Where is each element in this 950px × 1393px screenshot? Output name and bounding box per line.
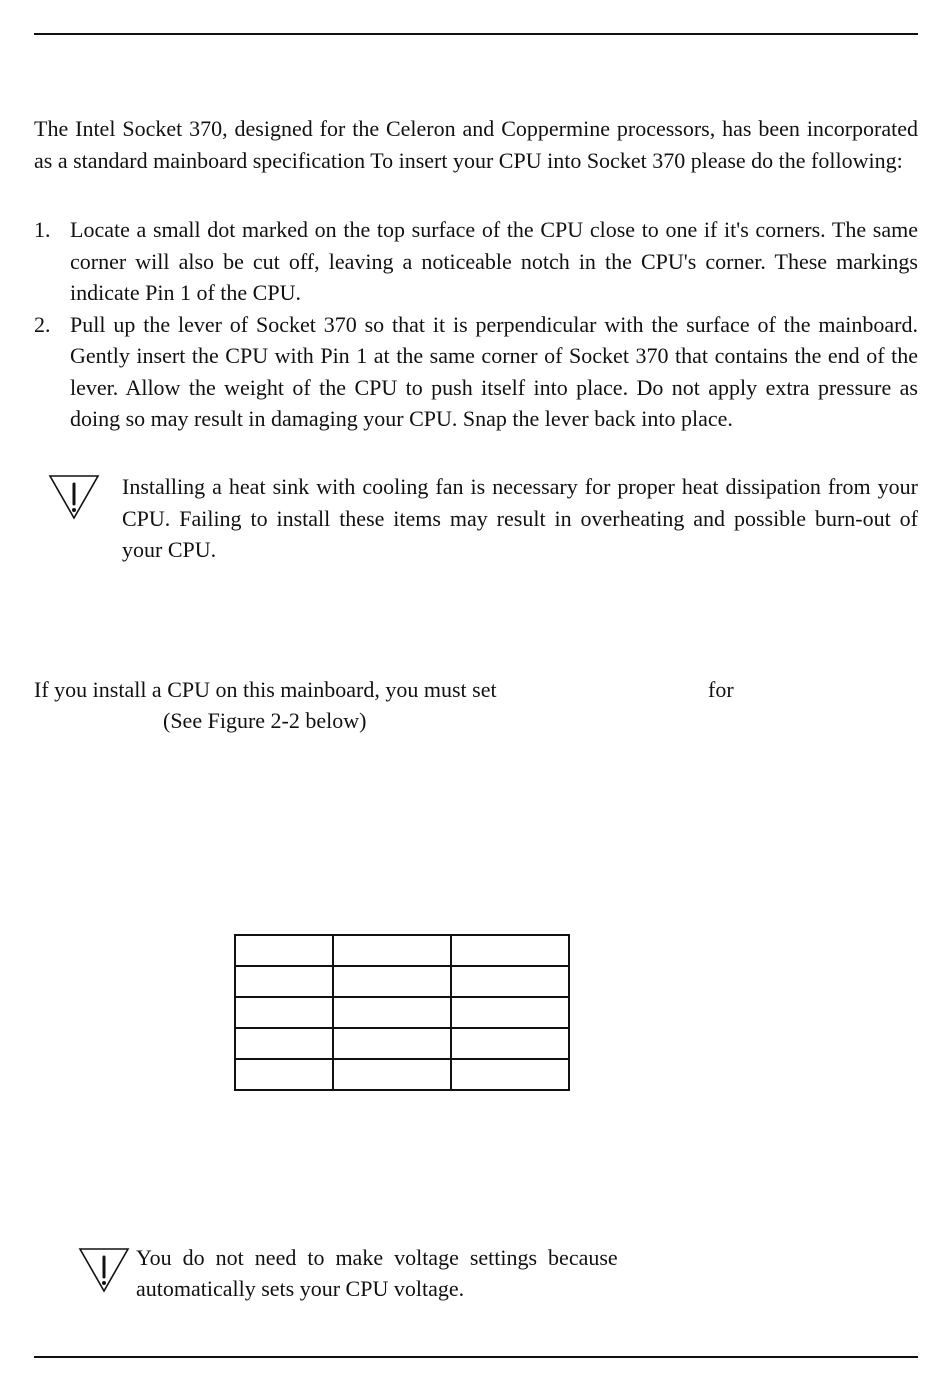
heat-sink-note: Installing a heat sink with cooling fan is necessary for proper heat dissipation from your CPU. Failing to install these items may result in overheating and possible burn-out of your CPU. bbox=[122, 474, 918, 562]
settings-table bbox=[234, 934, 570, 1091]
table-cell bbox=[235, 1059, 333, 1090]
step-text: Locate a small dot marked on the top surface of the CPU close to one if it's corners. The same corner will also be cut off, leaving a noticeable notch in the CPU's corner. These markings indicate Pin 1 of the CPU. bbox=[70, 217, 918, 305]
table-cell bbox=[235, 997, 333, 1028]
step-text: Pull up the lever of Socket 370 so that it is perpendicular with the surface of the mainboard. Gently insert the CPU with Pin 1 at the same corner of Socket 370 that contains the end of the lever. Allow the weight of the CPU to push itself into place. Do not apply extra pressure as doing so may result in damaging your CPU. Snap the lever back into place. bbox=[70, 311, 918, 431]
table-cell bbox=[235, 1028, 333, 1059]
table-row bbox=[235, 935, 569, 966]
table-cell bbox=[333, 997, 451, 1028]
table-cell bbox=[235, 935, 333, 966]
bottom-rule bbox=[34, 1356, 918, 1358]
table-cell bbox=[451, 966, 569, 997]
table-row bbox=[235, 1028, 569, 1059]
table-cell bbox=[451, 997, 569, 1028]
voltage-note-line-2: automatically sets your CPU voltage. bbox=[136, 1276, 465, 1301]
table-row bbox=[235, 1059, 569, 1090]
step-item bbox=[34, 309, 918, 435]
table-cell bbox=[333, 1059, 451, 1090]
cpu-setting-text-2: for bbox=[708, 677, 734, 702]
step-number: 1. bbox=[34, 217, 51, 242]
step-item bbox=[34, 214, 918, 309]
table-cell bbox=[451, 935, 569, 966]
top-rule bbox=[34, 33, 918, 35]
voltage-note-line-1: You do not need to make voltage settings because bbox=[136, 1245, 618, 1270]
warning-triangle-icon bbox=[78, 1247, 130, 1293]
step-number: 2. bbox=[34, 311, 51, 337]
install-steps bbox=[34, 214, 918, 435]
table-row bbox=[235, 966, 569, 997]
table-cell bbox=[333, 1028, 451, 1059]
table-cell bbox=[333, 966, 451, 997]
table-cell bbox=[333, 935, 451, 966]
table-row bbox=[235, 997, 569, 1028]
cpu-setting-text-1: If you install a CPU on this mainboard, you must set bbox=[34, 677, 497, 702]
figure-reference: (See Figure 2-2 below) bbox=[163, 708, 367, 733]
intro-paragraph: The Intel Socket 370, designed for the Celeron and Coppermine processors, has been incorporated as a standard mainboard specification To insert your CPU into Socket 370 please do the following: bbox=[34, 116, 918, 173]
warning-triangle-icon bbox=[48, 474, 100, 520]
table-cell bbox=[451, 1028, 569, 1059]
table-cell bbox=[451, 1059, 569, 1090]
table-cell bbox=[235, 966, 333, 997]
